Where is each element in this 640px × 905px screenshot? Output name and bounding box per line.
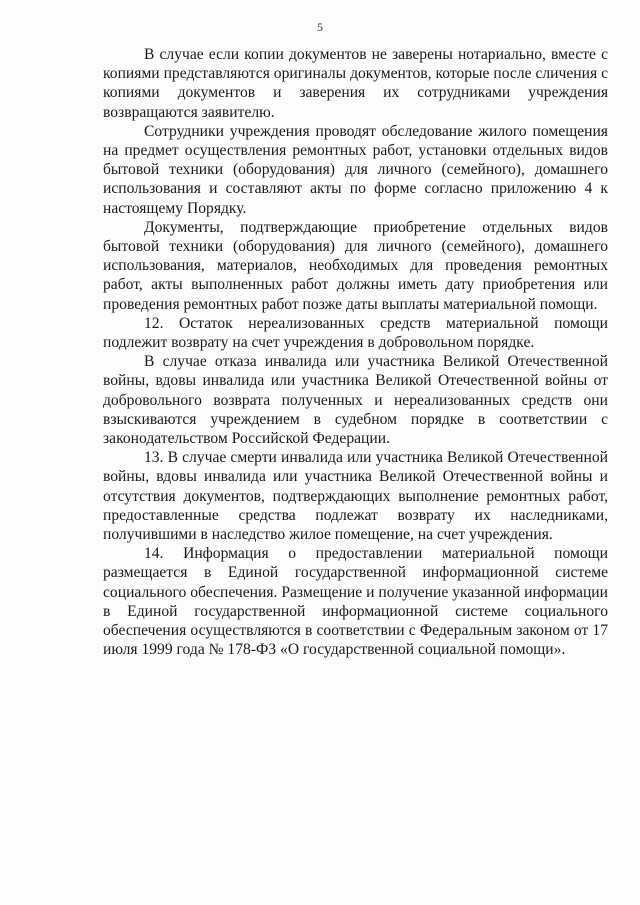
paragraph-item-14: 14. Информация о предоставлении материальной помощи размещается в Единой государственной информационной системе социального обеспечения. Размещение и получение указанной информации в Единой государственной информационной системе социального обеспечения осуществляются в соответствии с Федеральным законом от 17 июля 1999 года № 178-ФЗ «О государственной социальной помощи». [103,545,608,659]
paragraph-item-12: 12. Остаток нереализованных средств материальной помощи подлежит возврату на счет учреждения в добровольном порядке. [103,314,608,352]
page-number: 5 [317,20,323,34]
paragraph-housing-inspection: Сотрудники учреждения проводят обследование жилого помещения на предмет осуществления ремонтных работ, установки отдельных видов бытовой техники (оборудования) для личного (семейного), домашнего использования и составляют акты по форме согласно приложению 4 к настоящему Порядку. [103,122,608,217]
document-body [103,45,608,660]
paragraph-copies-notarization: В случае если копии документов не заверены нотариально, вместе с копиями представляются оригиналы документов, которые после сличения с копиями документов и заверения их сотрудниками учреждения возвращаются заявителю. [103,46,608,121]
paragraph-refusal-recovery: В случае отказа инвалида или участника Великой Отечественной войны, вдовы инвалида или участника Великой Отечественной войны от добровольного возврата полученных и нереализованных средств они взыскиваются учреждением в судебном порядке в соответствии с законодательством Российской Федерации. [103,353,608,448]
paragraph-item-13: 13. В случае смерти инвалида или участника Великой Отечественной войны, вдовы инвалида или участника Великой Отечественной войны и отсутствия документов, подтверждающих выполнение ремонтных работ, предоставленные средства подлежат возврату их наследниками, получившими в наследство жилое помещение, на счет учреждения. [103,449,608,544]
paragraph-purchase-documents: Документы, подтверждающие приобретение отдельных видов бытовой техники (оборудования) для личного (семейного), домашнего использования, материалов, необходимых для проведения ремонтных работ, акты выполненных работ должны иметь дату приобретения или проведения ремонтных работ позже даты выплаты материальной помощи. [103,218,608,313]
